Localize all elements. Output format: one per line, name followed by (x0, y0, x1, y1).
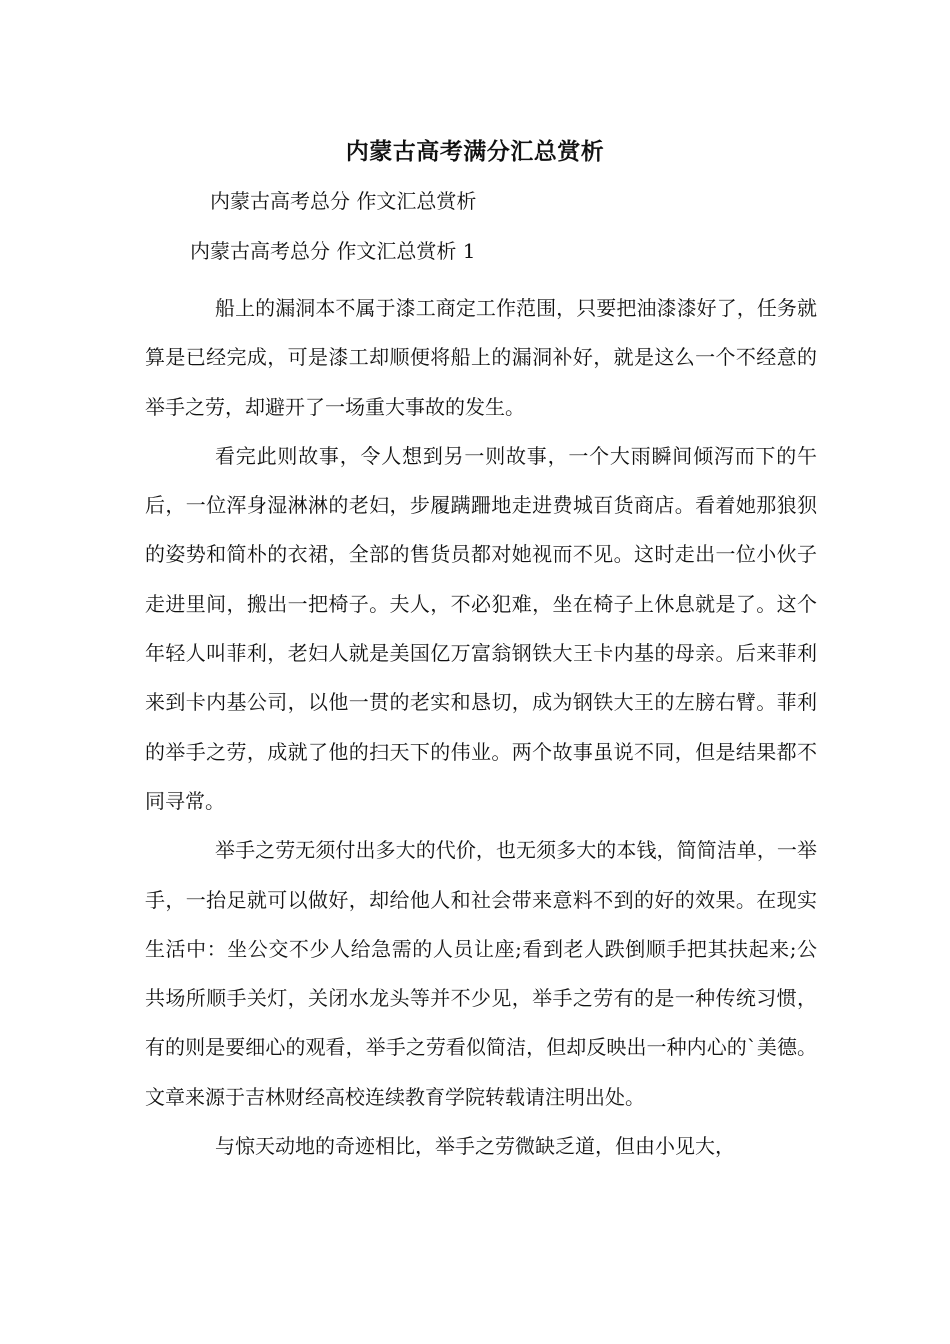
document-title: 内蒙古高考满分汇总赏析 (345, 138, 605, 165)
document-section-heading: 内蒙古高考总分 作文汇总赏析 1 (190, 239, 476, 263)
paragraph-3: 举手之劳无须付出多大的代价，也无须多大的本钱，简简洁单，一举手，一抬足就可以做好，却给他人和社会带来意料不到的好的效果。在现实生活中：坐公交不少人给急需的人员让座;看到老人跌倒顺手把其扶起来;公共场所顺手关灯，关闭水龙头等并不少见，举手之劳有的是一种传统习惯，有的则是要细心的观看，举手之劳看似简洁，但却反映出一种内心的`美德。文章来源于吉林财经高校连续教育学院转载请注明出处。 (145, 838, 817, 1109)
paragraph-1: 船上的漏洞本不属于漆工商定工作范围，只要把油漆漆好了，任务就算是已经完成，可是漆工却顺便将船上的漏洞补好，就是这么一个不经意的举手之劳，却避开了一场重大事故的发生。 (145, 296, 817, 419)
document-body (145, 284, 817, 1171)
paragraph-4: 与惊天动地的奇迹相比，举手之劳微缺乏道，但由小见大， (215, 1134, 735, 1159)
paragraph-2: 看完此则故事，令人想到另一则故事，一个大雨瞬间倾泻而下的午后，一位浑身湿淋淋的老妇，步履蹒跚地走进费城百货商店。看着她那狼狈的姿势和简朴的衣裙，全部的售货员都对她视而不见。这时走出一位小伙子走进里间，搬出一把椅子。夫人，不必犯难，坐在椅子上休息就是了。这个年轻人叫菲利，老妇人就是美国亿万富翁钢铁大王卡内基的母亲。后来菲利来到卡内基公司，以他一贯的老实和恳切，成为钢铁大王的左膀右臂。菲利的举手之劳，成就了他的扫天下的伟业。两个故事虽说不同，但是结果都不同寻常。 (145, 443, 817, 813)
document-subtitle: 内蒙古高考总分 作文汇总赏析 (210, 189, 477, 213)
